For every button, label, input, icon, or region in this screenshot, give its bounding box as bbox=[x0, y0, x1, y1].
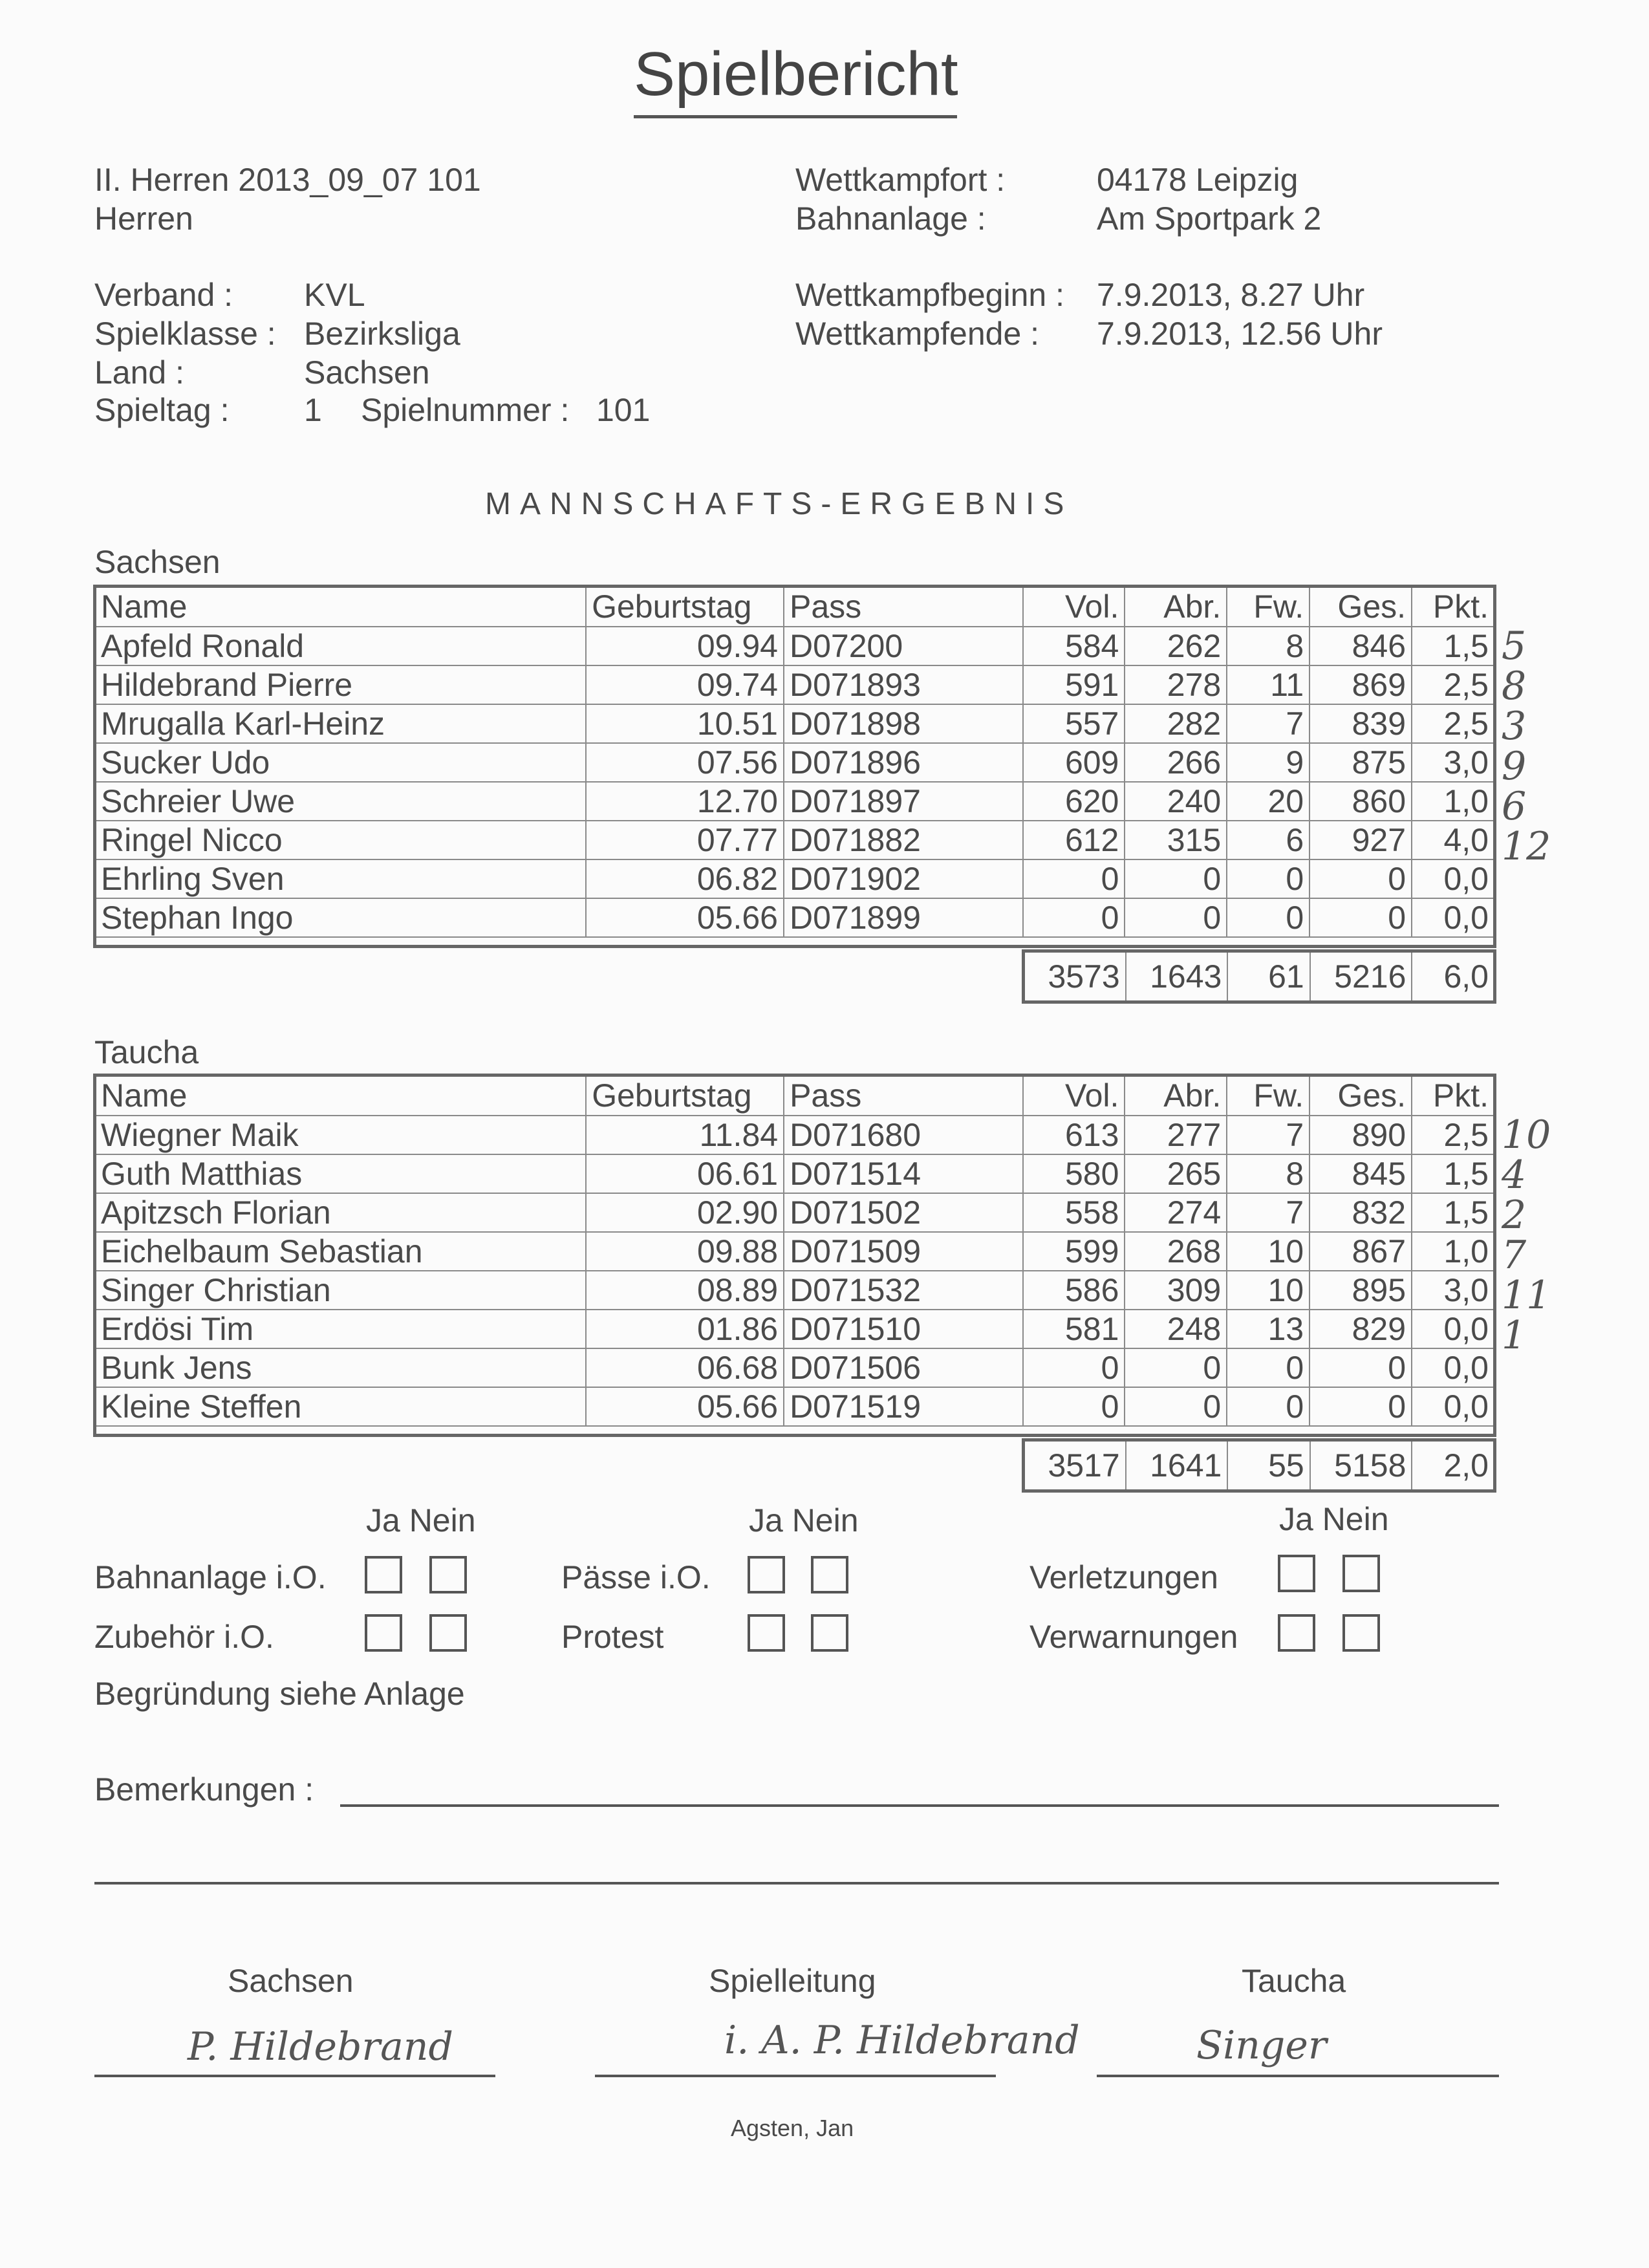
table-cell: 620 bbox=[1023, 782, 1125, 821]
table-cell: 0,0 bbox=[1412, 1310, 1494, 1348]
verwarnungen-check-label: Verwarnungen bbox=[1029, 1619, 1238, 1655]
table-cell: Stephan Ingo bbox=[95, 898, 586, 937]
begruendung-text: Begründung siehe Anlage bbox=[94, 1676, 465, 1712]
table-cell: 9 bbox=[1227, 743, 1310, 782]
table-cell: 557 bbox=[1023, 704, 1125, 743]
table-cell: 1,0 bbox=[1412, 1232, 1494, 1271]
table-cell: 0 bbox=[1227, 1387, 1310, 1426]
column-header: Geburtstag bbox=[586, 587, 784, 627]
verletzungen-ja-checkbox[interactable] bbox=[1278, 1555, 1315, 1592]
table-cell: 0 bbox=[1310, 1387, 1412, 1426]
bahnanlage-nein-checkbox[interactable] bbox=[429, 1556, 467, 1593]
table-cell: 0 bbox=[1310, 898, 1412, 937]
table-cell: 265 bbox=[1125, 1154, 1227, 1193]
header-line1: II. Herren 2013_09_07 101 bbox=[94, 162, 481, 198]
table-cell: 0 bbox=[1125, 1387, 1227, 1426]
table-cell: 860 bbox=[1310, 782, 1412, 821]
verband-value: KVL bbox=[304, 277, 365, 313]
table-cell: 08.89 bbox=[586, 1271, 784, 1310]
spieltag-value: 1 bbox=[304, 392, 322, 428]
column-header: Ges. bbox=[1310, 587, 1412, 627]
table-cell: Ehrling Sven bbox=[95, 859, 586, 898]
table-cell: 8 bbox=[1227, 627, 1310, 665]
protest-check-label: Protest bbox=[561, 1619, 664, 1655]
column-header: Name bbox=[95, 587, 586, 627]
paesse-check-label: Pässe i.O. bbox=[561, 1559, 711, 1595]
column-header: Pkt. bbox=[1412, 587, 1494, 627]
table-cell: 07.77 bbox=[586, 821, 784, 859]
ja-nein-header-3: Ja Nein bbox=[1279, 1501, 1389, 1537]
table-cell: 2,5 bbox=[1412, 1116, 1494, 1154]
table-cell: 846 bbox=[1310, 627, 1412, 665]
signature-line-taucha[interactable] bbox=[1097, 2075, 1499, 2077]
column-header: Ges. bbox=[1310, 1075, 1412, 1116]
wettkampfort-value: 04178 Leipzig bbox=[1097, 162, 1299, 198]
total-cell: 6,0 bbox=[1412, 951, 1494, 1002]
table-cell: 591 bbox=[1023, 665, 1125, 704]
table-cell: 274 bbox=[1125, 1193, 1227, 1232]
table-cell: Ringel Nicco bbox=[95, 821, 586, 859]
table-cell: 613 bbox=[1023, 1116, 1125, 1154]
table-cell: D071899 bbox=[784, 898, 1023, 937]
table-cell: 0 bbox=[1125, 898, 1227, 937]
table-cell: D071506 bbox=[784, 1348, 1023, 1387]
table-cell: 0 bbox=[1125, 859, 1227, 898]
table-cell: 599 bbox=[1023, 1232, 1125, 1271]
handwritten-rank: 5 bbox=[1502, 623, 1527, 669]
table-cell: 09.74 bbox=[586, 665, 784, 704]
table-cell: 0 bbox=[1023, 1348, 1125, 1387]
table-cell: 315 bbox=[1125, 821, 1227, 859]
column-header: Vol. bbox=[1023, 587, 1125, 627]
column-header: Pass bbox=[784, 587, 1023, 627]
zubehoer-nein-checkbox[interactable] bbox=[429, 1614, 467, 1652]
results-table-frame bbox=[93, 1074, 1496, 1437]
table-cell: 240 bbox=[1125, 782, 1227, 821]
total-cell: 5158 bbox=[1310, 1440, 1412, 1491]
land-value: Sachsen bbox=[304, 354, 430, 391]
spielklasse-value: Bezirksliga bbox=[304, 316, 460, 352]
signature-sachsen: P. Hildebrand bbox=[188, 2024, 453, 2069]
table-cell: 832 bbox=[1310, 1193, 1412, 1232]
table-cell: 0,0 bbox=[1412, 1348, 1494, 1387]
signature-line-sachsen[interactable] bbox=[94, 2075, 495, 2077]
table-cell: 266 bbox=[1125, 743, 1227, 782]
table-cell: 890 bbox=[1310, 1116, 1412, 1154]
signature-label-taucha: Taucha bbox=[1242, 1963, 1346, 1999]
table-cell: 309 bbox=[1125, 1271, 1227, 1310]
handwritten-rank: 4 bbox=[1502, 1152, 1527, 1198]
table-cell: 11 bbox=[1227, 665, 1310, 704]
table-cell: D071519 bbox=[784, 1387, 1023, 1426]
bemerkungen-line-1[interactable] bbox=[340, 1804, 1499, 1807]
spielnummer-value: 101 bbox=[596, 392, 651, 428]
total-cell: 5216 bbox=[1310, 951, 1412, 1002]
total-cell: 3573 bbox=[1024, 951, 1126, 1002]
table-cell: 13 bbox=[1227, 1310, 1310, 1348]
handwritten-rank: 11 bbox=[1502, 1273, 1551, 1318]
table-cell: 248 bbox=[1125, 1310, 1227, 1348]
handwritten-rank: 2 bbox=[1502, 1193, 1527, 1238]
table-cell: 11.84 bbox=[586, 1116, 784, 1154]
column-header: Fw. bbox=[1227, 1075, 1310, 1116]
table-cell: D071509 bbox=[784, 1232, 1023, 1271]
section-title: MANNSCHAFTS-ERGEBNIS bbox=[485, 487, 1073, 521]
table-cell: 02.90 bbox=[586, 1193, 784, 1232]
beginn-label: Wettkampfbeginn : bbox=[795, 277, 1064, 313]
table-cell: Wiegner Maik bbox=[95, 1116, 586, 1154]
zubehoer-check-label: Zubehör i.O. bbox=[94, 1619, 274, 1655]
handwritten-rank: 10 bbox=[1502, 1112, 1551, 1158]
table-cell: 829 bbox=[1310, 1310, 1412, 1348]
table-cell: Guth Matthias bbox=[95, 1154, 586, 1193]
total-cell: 1643 bbox=[1126, 951, 1228, 1002]
column-header: Name bbox=[95, 1075, 586, 1116]
column-header: Pass bbox=[784, 1075, 1023, 1116]
table-cell: 282 bbox=[1125, 704, 1227, 743]
verwarnungen-nein-checkbox[interactable] bbox=[1342, 1614, 1380, 1652]
ende-value: 7.9.2013, 12.56 Uhr bbox=[1097, 316, 1383, 352]
table-cell: 609 bbox=[1023, 743, 1125, 782]
table-cell: Hildebrand Pierre bbox=[95, 665, 586, 704]
table-cell: 278 bbox=[1125, 665, 1227, 704]
handwritten-rank: 7 bbox=[1502, 1233, 1527, 1278]
totals-frame bbox=[1022, 1438, 1496, 1493]
table-cell: D071502 bbox=[784, 1193, 1023, 1232]
table-cell: 558 bbox=[1023, 1193, 1125, 1232]
column-header: Abr. bbox=[1125, 587, 1227, 627]
handwritten-rank: 6 bbox=[1502, 784, 1527, 829]
column-header: Fw. bbox=[1227, 587, 1310, 627]
table-cell: Singer Christian bbox=[95, 1271, 586, 1310]
table-cell: 612 bbox=[1023, 821, 1125, 859]
table-cell: 581 bbox=[1023, 1310, 1125, 1348]
table-cell: 7 bbox=[1227, 1116, 1310, 1154]
table-cell: 07.56 bbox=[586, 743, 784, 782]
table-cell: 0 bbox=[1227, 1348, 1310, 1387]
paesse-ja-checkbox[interactable] bbox=[748, 1556, 785, 1593]
table-cell: 05.66 bbox=[586, 1387, 784, 1426]
spielklasse-label: Spielklasse : bbox=[94, 316, 276, 352]
ende-label: Wettkampfende : bbox=[795, 316, 1040, 352]
table-cell: Schreier Uwe bbox=[95, 782, 586, 821]
table-cell: 0,0 bbox=[1412, 898, 1494, 937]
protest-nein-checkbox[interactable] bbox=[811, 1614, 848, 1652]
land-label: Land : bbox=[94, 354, 185, 391]
table-cell: 0,0 bbox=[1412, 859, 1494, 898]
table-cell: 06.82 bbox=[586, 859, 784, 898]
signature-label-spielleitung: Spielleitung bbox=[709, 1963, 876, 1999]
table-cell: 268 bbox=[1125, 1232, 1227, 1271]
signature-label-sachsen: Sachsen bbox=[228, 1963, 354, 1999]
table-cell: 6 bbox=[1227, 821, 1310, 859]
table-cell: 3,0 bbox=[1412, 743, 1494, 782]
spielnummer-label: Spielnummer : bbox=[361, 392, 570, 428]
bahnanlage-check-label: Bahnanlage i.O. bbox=[94, 1559, 327, 1595]
paesse-nein-checkbox[interactable] bbox=[811, 1556, 848, 1593]
table-cell: 262 bbox=[1125, 627, 1227, 665]
protest-ja-checkbox[interactable] bbox=[748, 1614, 785, 1652]
table-cell: 586 bbox=[1023, 1271, 1125, 1310]
table-cell: 09.88 bbox=[586, 1232, 784, 1271]
table-cell: 0 bbox=[1023, 898, 1125, 937]
handwritten-rank: 12 bbox=[1502, 824, 1551, 869]
bemerkungen-label: Bemerkungen : bbox=[94, 1771, 314, 1808]
table-cell: 0 bbox=[1310, 859, 1412, 898]
table-cell: 7 bbox=[1227, 1193, 1310, 1232]
table-cell: D071510 bbox=[784, 1310, 1023, 1348]
beginn-value: 7.9.2013, 8.27 Uhr bbox=[1097, 277, 1365, 313]
table-cell: D071514 bbox=[784, 1154, 1023, 1193]
table-cell: 10.51 bbox=[586, 704, 784, 743]
table-cell: 584 bbox=[1023, 627, 1125, 665]
table-cell: Bunk Jens bbox=[95, 1348, 586, 1387]
table-cell: 845 bbox=[1310, 1154, 1412, 1193]
table-cell: 1,5 bbox=[1412, 1154, 1494, 1193]
table-cell: 1,5 bbox=[1412, 627, 1494, 665]
table-cell: Erdösi Tim bbox=[95, 1310, 586, 1348]
total-cell: 1641 bbox=[1126, 1440, 1228, 1491]
verletzungen-nein-checkbox[interactable] bbox=[1342, 1555, 1380, 1592]
header-line2: Herren bbox=[94, 200, 193, 237]
table-cell: D071680 bbox=[784, 1116, 1023, 1154]
page-title: Spielbericht bbox=[634, 39, 957, 118]
table-cell: 895 bbox=[1310, 1271, 1412, 1310]
column-header: Abr. bbox=[1125, 1075, 1227, 1116]
table-cell: 580 bbox=[1023, 1154, 1125, 1193]
handwritten-rank: 3 bbox=[1502, 704, 1527, 749]
spielleitung-name: Agsten, Jan bbox=[731, 2115, 854, 2141]
table-cell: 06.68 bbox=[586, 1348, 784, 1387]
table-cell: 4,0 bbox=[1412, 821, 1494, 859]
table-cell: 2,5 bbox=[1412, 665, 1494, 704]
table-cell: 277 bbox=[1125, 1116, 1227, 1154]
verband-label: Verband : bbox=[94, 277, 233, 313]
table-cell: 0 bbox=[1227, 898, 1310, 937]
results-table-frame bbox=[93, 585, 1496, 948]
table-cell: 839 bbox=[1310, 704, 1412, 743]
table-cell: 0,0 bbox=[1412, 1387, 1494, 1426]
table-cell: D071532 bbox=[784, 1271, 1023, 1310]
verletzungen-check-label: Verletzungen bbox=[1029, 1559, 1218, 1595]
signature-taucha: Singer bbox=[1196, 2023, 1327, 2068]
ja-nein-header-2: Ja Nein bbox=[749, 1502, 859, 1539]
table-cell: Kleine Steffen bbox=[95, 1387, 586, 1426]
verwarnungen-ja-checkbox[interactable] bbox=[1278, 1614, 1315, 1652]
table-cell: 20 bbox=[1227, 782, 1310, 821]
table-cell: D071897 bbox=[784, 782, 1023, 821]
totals-frame bbox=[1022, 949, 1496, 1004]
table-cell: 0 bbox=[1023, 1387, 1125, 1426]
table-cell: 867 bbox=[1310, 1232, 1412, 1271]
signature-spielleitung: i. A. P. Hildebrand bbox=[724, 2018, 1080, 2063]
total-cell: 55 bbox=[1227, 1440, 1310, 1491]
table-cell: 12.70 bbox=[586, 782, 784, 821]
zubehoer-ja-checkbox[interactable] bbox=[365, 1614, 402, 1652]
table-cell: 01.86 bbox=[586, 1310, 784, 1348]
handwritten-rank: 1 bbox=[1502, 1313, 1527, 1358]
table-cell: 0 bbox=[1310, 1348, 1412, 1387]
table-cell: 05.66 bbox=[586, 898, 784, 937]
table-cell: 7 bbox=[1227, 704, 1310, 743]
team1-name: Sachsen bbox=[94, 544, 221, 580]
table-cell: 869 bbox=[1310, 665, 1412, 704]
table-cell: D07200 bbox=[784, 627, 1023, 665]
table-cell: D071902 bbox=[784, 859, 1023, 898]
total-cell: 61 bbox=[1227, 951, 1310, 1002]
column-header: Vol. bbox=[1023, 1075, 1125, 1116]
handwritten-rank: 9 bbox=[1502, 744, 1527, 789]
table-cell: 927 bbox=[1310, 821, 1412, 859]
table-cell: Sucker Udo bbox=[95, 743, 586, 782]
table-cell: 10 bbox=[1227, 1271, 1310, 1310]
table-cell: 06.61 bbox=[586, 1154, 784, 1193]
bemerkungen-line-2[interactable] bbox=[94, 1882, 1499, 1885]
total-cell: 2,0 bbox=[1412, 1440, 1494, 1491]
table-cell: Apfeld Ronald bbox=[95, 627, 586, 665]
table-cell: 8 bbox=[1227, 1154, 1310, 1193]
column-header: Geburtstag bbox=[586, 1075, 784, 1116]
table-cell: D071882 bbox=[784, 821, 1023, 859]
signature-line-spielleitung[interactable] bbox=[595, 2075, 996, 2077]
bahnanlage-value: Am Sportpark 2 bbox=[1097, 200, 1322, 237]
total-cell: 3517 bbox=[1024, 1440, 1126, 1491]
handwritten-rank: 8 bbox=[1502, 664, 1527, 709]
table-cell: 1,5 bbox=[1412, 1193, 1494, 1232]
table-cell: 1,0 bbox=[1412, 782, 1494, 821]
table-cell: 09.94 bbox=[586, 627, 784, 665]
team2-name: Taucha bbox=[94, 1034, 199, 1070]
table-cell: Mrugalla Karl-Heinz bbox=[95, 704, 586, 743]
wettkampfort-label: Wettkampfort : bbox=[795, 162, 1006, 198]
table-cell: 875 bbox=[1310, 743, 1412, 782]
ja-nein-header-1: Ja Nein bbox=[366, 1502, 476, 1539]
bahnanlage-label: Bahnanlage : bbox=[795, 200, 986, 237]
column-header: Pkt. bbox=[1412, 1075, 1494, 1116]
table-cell: 0 bbox=[1227, 859, 1310, 898]
table-cell: D071896 bbox=[784, 743, 1023, 782]
table-cell: D071893 bbox=[784, 665, 1023, 704]
table-cell: 10 bbox=[1227, 1232, 1310, 1271]
table-cell: 0 bbox=[1023, 859, 1125, 898]
table-cell: Eichelbaum Sebastian bbox=[95, 1232, 586, 1271]
table-cell: 2,5 bbox=[1412, 704, 1494, 743]
table-cell: 3,0 bbox=[1412, 1271, 1494, 1310]
table-cell: D071898 bbox=[784, 704, 1023, 743]
table-cell: 0 bbox=[1125, 1348, 1227, 1387]
spieltag-label: Spieltag : bbox=[94, 392, 230, 428]
bahnanlage-ja-checkbox[interactable] bbox=[365, 1556, 402, 1593]
table-cell: Apitzsch Florian bbox=[95, 1193, 586, 1232]
